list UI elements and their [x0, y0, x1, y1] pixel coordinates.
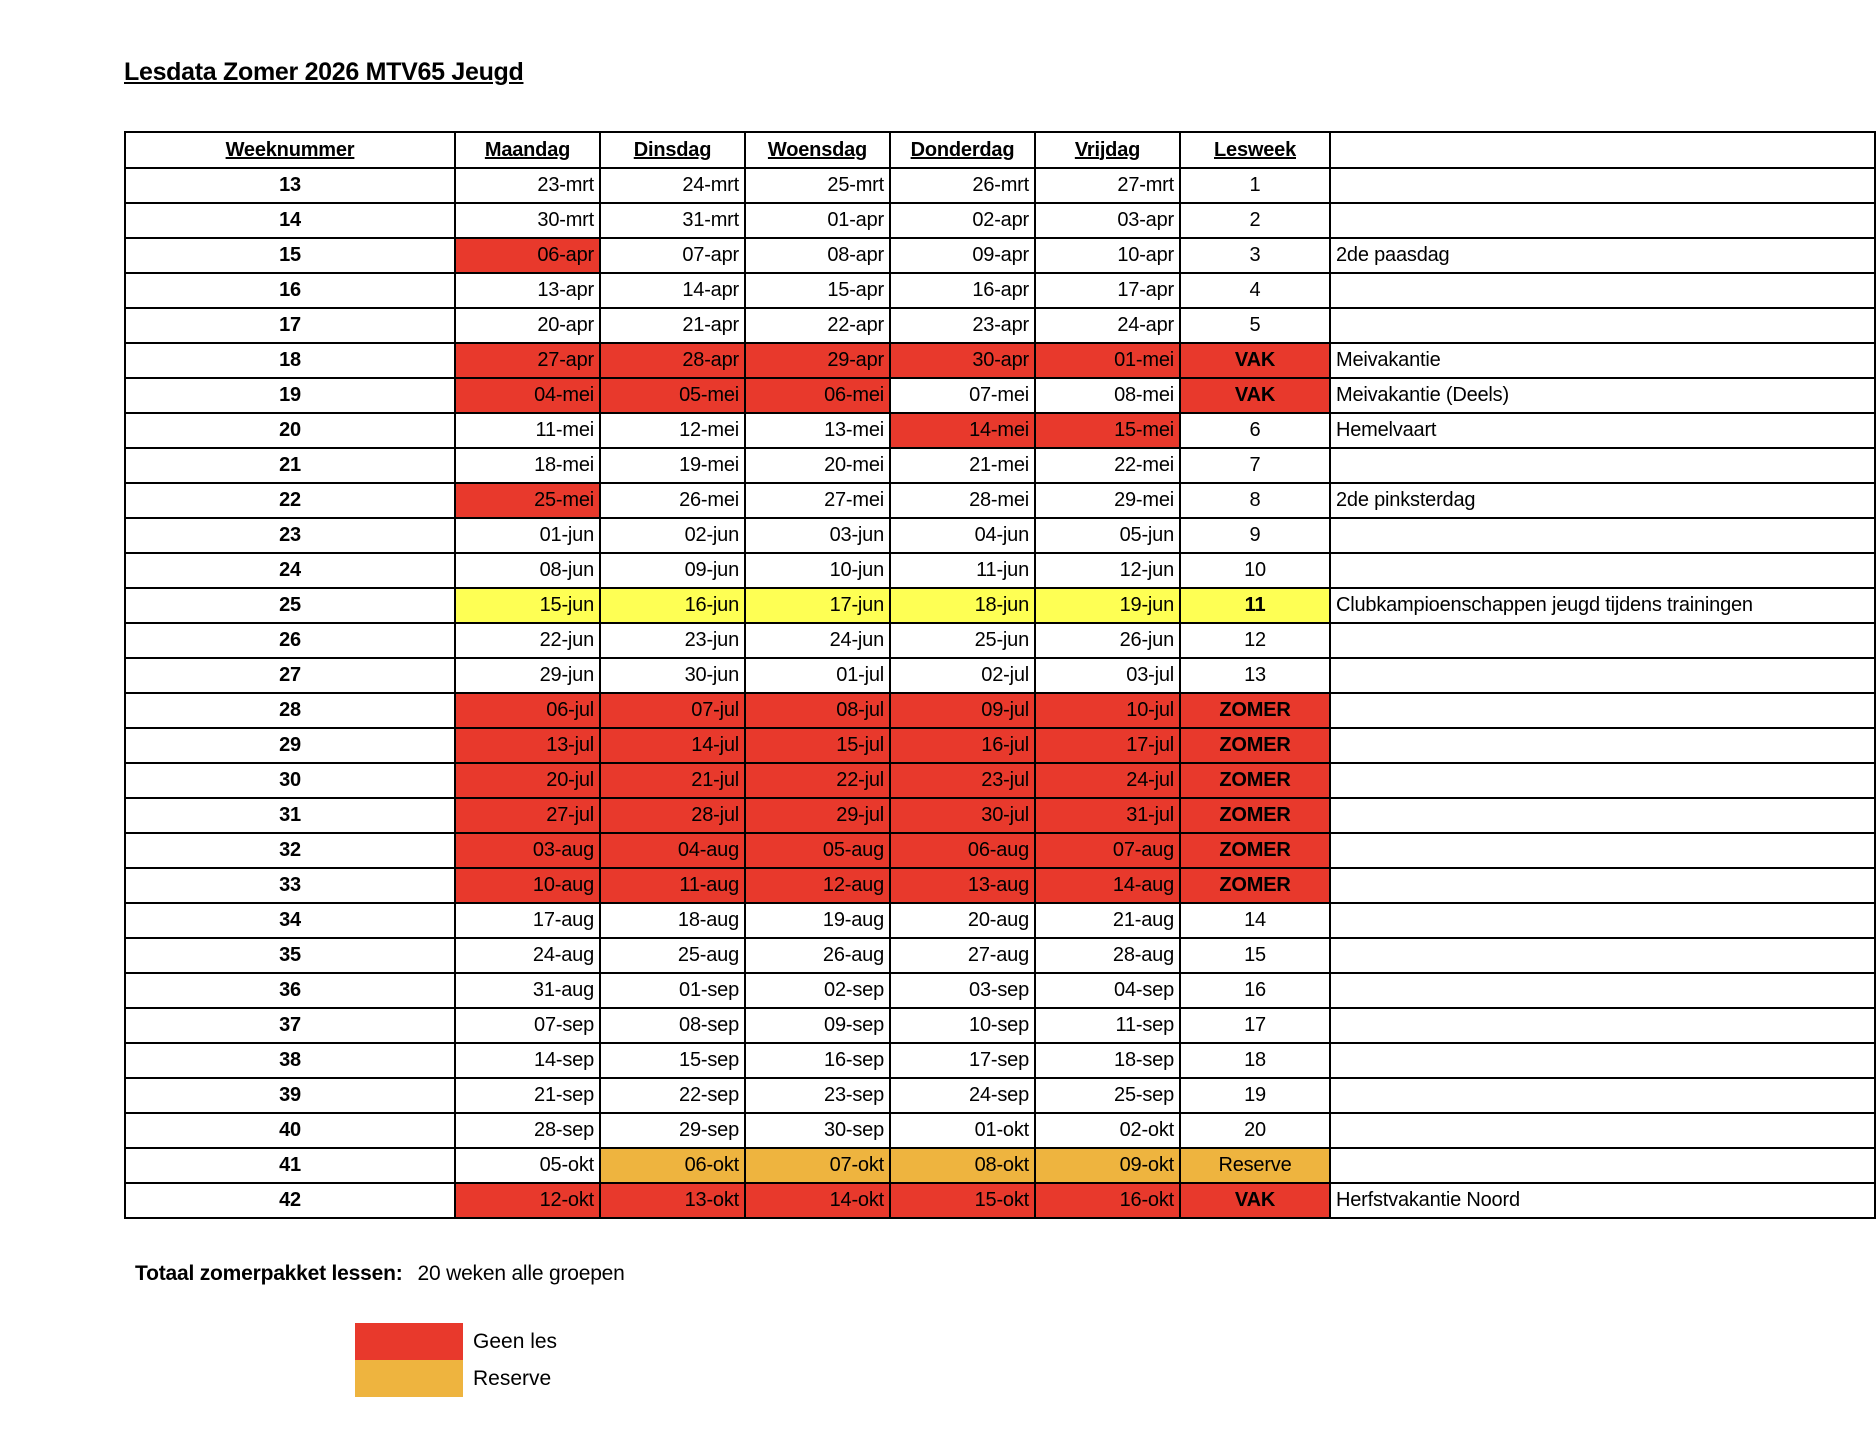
- date-cell: 22-sep: [600, 1078, 745, 1113]
- date-cell: 02-sep: [745, 973, 890, 1008]
- lesweek-cell: VAK: [1180, 343, 1330, 378]
- lesweek-cell: ZOMER: [1180, 798, 1330, 833]
- table-row-week-18: [125, 343, 1875, 378]
- row-note: [1330, 1008, 1875, 1043]
- date-cell: 13-aug: [890, 868, 1035, 903]
- column-header-maandag: [455, 132, 600, 168]
- lesweek-cell: 2: [1180, 203, 1330, 238]
- lesweek-cell: ZOMER: [1180, 868, 1330, 903]
- date-cell: 22-mei: [1035, 448, 1180, 483]
- table-row-week-14: [125, 203, 1875, 238]
- lesweek-cell: 10: [1180, 553, 1330, 588]
- row-note: 2de paasdag: [1330, 238, 1875, 273]
- column-header-woensdag: [745, 132, 890, 168]
- weeknummer-cell: 15: [125, 238, 455, 273]
- table-row-week-30: [125, 763, 1875, 798]
- date-cell: 07-mei: [890, 378, 1035, 413]
- date-cell: 05-aug: [745, 833, 890, 868]
- weeknummer-cell: 14: [125, 203, 455, 238]
- date-cell: 17-aug: [455, 903, 600, 938]
- weeknummer-cell: 36: [125, 973, 455, 1008]
- date-cell: 03-apr: [1035, 203, 1180, 238]
- date-cell: 09-jul: [890, 693, 1035, 728]
- date-cell: 30-jun: [600, 658, 745, 693]
- date-cell: 01-jun: [455, 518, 600, 553]
- table-row-week-19: [125, 378, 1875, 413]
- table-row-week-27: [125, 658, 1875, 693]
- weeknummer-cell: 34: [125, 903, 455, 938]
- date-cell: 05-okt: [455, 1148, 600, 1183]
- date-cell: 24-jun: [745, 623, 890, 658]
- table-row-week-41: [125, 1148, 1875, 1183]
- date-cell: 10-sep: [890, 1008, 1035, 1043]
- date-cell: 21-aug: [1035, 903, 1180, 938]
- table-row-week-16: [125, 273, 1875, 308]
- date-cell: 10-apr: [1035, 238, 1180, 273]
- table-row-week-21: [125, 448, 1875, 483]
- column-header-weeknummer: [125, 132, 455, 168]
- lesweek-cell: 3: [1180, 238, 1330, 273]
- date-cell: 13-okt: [600, 1183, 745, 1218]
- lesweek-cell: 4: [1180, 273, 1330, 308]
- date-cell: 25-aug: [600, 938, 745, 973]
- date-cell: 15-jul: [745, 728, 890, 763]
- date-cell: 18-aug: [600, 903, 745, 938]
- column-header-text: Maandag: [484, 138, 571, 161]
- date-cell: 27-jul: [455, 798, 600, 833]
- legend-item: [355, 1323, 557, 1360]
- lesweek-cell: 7: [1180, 448, 1330, 483]
- header-note-spacer: [1330, 132, 1875, 168]
- date-cell: 20-jul: [455, 763, 600, 798]
- date-cell: 26-jun: [1035, 623, 1180, 658]
- lesweek-cell: 18: [1180, 1043, 1330, 1078]
- date-cell: 29-sep: [600, 1113, 745, 1148]
- date-cell: 20-aug: [890, 903, 1035, 938]
- date-cell: 01-apr: [745, 203, 890, 238]
- weeknummer-cell: 18: [125, 343, 455, 378]
- row-note: [1330, 518, 1875, 553]
- date-cell: 31-jul: [1035, 798, 1180, 833]
- table-row-week-35: [125, 938, 1875, 973]
- date-cell: 15-jun: [455, 588, 600, 623]
- weeknummer-cell: 27: [125, 658, 455, 693]
- table-row-week-17: [125, 308, 1875, 343]
- column-header-donderdag: [890, 132, 1035, 168]
- date-cell: 15-apr: [745, 273, 890, 308]
- weeknummer-cell: 37: [125, 1008, 455, 1043]
- weeknummer-cell: 17: [125, 308, 455, 343]
- date-cell: 28-jul: [600, 798, 745, 833]
- date-cell: 09-okt: [1035, 1148, 1180, 1183]
- row-note: [1330, 693, 1875, 728]
- legend-label: Geen les: [473, 1329, 558, 1353]
- date-cell: 08-sep: [600, 1008, 745, 1043]
- date-cell: 15-mei: [1035, 413, 1180, 448]
- date-cell: 02-apr: [890, 203, 1035, 238]
- lesweek-cell: 20: [1180, 1113, 1330, 1148]
- weeknummer-cell: 23: [125, 518, 455, 553]
- weeknummer-cell: 40: [125, 1113, 455, 1148]
- lesweek-cell: 19: [1180, 1078, 1330, 1113]
- date-cell: 16-jun: [600, 588, 745, 623]
- date-cell: 16-sep: [745, 1043, 890, 1078]
- date-cell: 02-jun: [600, 518, 745, 553]
- lesweek-cell: 9: [1180, 518, 1330, 553]
- lesweek-cell: 13: [1180, 658, 1330, 693]
- weeknummer-cell: 21: [125, 448, 455, 483]
- row-note: [1330, 1148, 1875, 1183]
- date-cell: 08-okt: [890, 1148, 1035, 1183]
- row-note: [1330, 553, 1875, 588]
- date-cell: 09-jun: [600, 553, 745, 588]
- lesweek-cell: ZOMER: [1180, 728, 1330, 763]
- date-cell: 11-aug: [600, 868, 745, 903]
- weeknummer-cell: 13: [125, 168, 455, 203]
- date-cell: 12-mei: [600, 413, 745, 448]
- row-note: [1330, 798, 1875, 833]
- legend-item: [355, 1360, 557, 1397]
- table-row-week-15: [125, 238, 1875, 273]
- date-cell: 10-jun: [745, 553, 890, 588]
- date-cell: 26-mrt: [890, 168, 1035, 203]
- row-note: [1330, 728, 1875, 763]
- date-cell: 18-mei: [455, 448, 600, 483]
- legend-swatch-geen-les: [355, 1323, 463, 1360]
- date-cell: 19-jun: [1035, 588, 1180, 623]
- row-note: [1330, 203, 1875, 238]
- lesweek-cell: 16: [1180, 973, 1330, 1008]
- column-header-text: Donderdag: [910, 138, 1015, 161]
- date-cell: 25-mrt: [745, 168, 890, 203]
- table-row-week-13: [125, 168, 1875, 203]
- lesweek-cell: ZOMER: [1180, 763, 1330, 798]
- lesweek-cell: Reserve: [1180, 1148, 1330, 1183]
- weeknummer-cell: 33: [125, 868, 455, 903]
- date-cell: 04-aug: [600, 833, 745, 868]
- date-cell: 04-sep: [1035, 973, 1180, 1008]
- row-note: [1330, 973, 1875, 1008]
- weeknummer-cell: 39: [125, 1078, 455, 1113]
- date-cell: 13-mei: [745, 413, 890, 448]
- date-cell: 11-mei: [455, 413, 600, 448]
- date-cell: 23-jun: [600, 623, 745, 658]
- column-header-text: Dinsdag: [633, 138, 712, 161]
- date-cell: 08-jul: [745, 693, 890, 728]
- weeknummer-cell: 16: [125, 273, 455, 308]
- date-cell: 23-mrt: [455, 168, 600, 203]
- table-row-week-31: [125, 798, 1875, 833]
- date-cell: 29-jun: [455, 658, 600, 693]
- row-note: [1330, 448, 1875, 483]
- weeknummer-cell: 41: [125, 1148, 455, 1183]
- date-cell: 31-aug: [455, 973, 600, 1008]
- lesweek-cell: VAK: [1180, 378, 1330, 413]
- legend-label: Reserve: [473, 1366, 552, 1390]
- date-cell: 20-mei: [745, 448, 890, 483]
- date-cell: 12-okt: [455, 1183, 600, 1218]
- date-cell: 03-jul: [1035, 658, 1180, 693]
- date-cell: 27-mrt: [1035, 168, 1180, 203]
- date-cell: 22-jun: [455, 623, 600, 658]
- date-cell: 26-aug: [745, 938, 890, 973]
- date-cell: 24-mrt: [600, 168, 745, 203]
- lesweek-cell: 8: [1180, 483, 1330, 518]
- table-row-week-33: [125, 868, 1875, 903]
- date-cell: 01-jul: [745, 658, 890, 693]
- lesweek-cell: ZOMER: [1180, 693, 1330, 728]
- date-cell: 25-mei: [455, 483, 600, 518]
- column-header-text: Lesweek: [1214, 138, 1296, 161]
- date-cell: 06-apr: [455, 238, 600, 273]
- date-cell: 24-aug: [455, 938, 600, 973]
- date-cell: 22-jul: [745, 763, 890, 798]
- lesweek-cell: 14: [1180, 903, 1330, 938]
- column-header-text: Weeknummer: [225, 138, 355, 161]
- date-cell: 14-mei: [890, 413, 1035, 448]
- column-header-text: Woensdag: [767, 138, 868, 161]
- date-cell: 12-aug: [745, 868, 890, 903]
- date-cell: 27-mei: [745, 483, 890, 518]
- date-cell: 10-jul: [1035, 693, 1180, 728]
- date-cell: 17-jun: [745, 588, 890, 623]
- weeknummer-cell: 29: [125, 728, 455, 763]
- weeknummer-cell: 26: [125, 623, 455, 658]
- date-cell: 23-jul: [890, 763, 1035, 798]
- weeknummer-cell: 25: [125, 588, 455, 623]
- lesweek-cell: VAK: [1180, 1183, 1330, 1218]
- table-row-week-37: [125, 1008, 1875, 1043]
- date-cell: 16-okt: [1035, 1183, 1180, 1218]
- row-note: Meivakantie: [1330, 343, 1875, 378]
- date-cell: 17-sep: [890, 1043, 1035, 1078]
- page-title: Lesdata Zomer 2026 MTV65 Jeugd: [124, 58, 524, 86]
- lesson-schedule-table: [124, 131, 1876, 1219]
- date-cell: 11-jun: [890, 553, 1035, 588]
- date-cell: 19-mei: [600, 448, 745, 483]
- date-cell: 17-apr: [1035, 273, 1180, 308]
- date-cell: 01-mei: [1035, 343, 1180, 378]
- column-header-text: Vrijdag: [1074, 138, 1141, 161]
- row-note: [1330, 308, 1875, 343]
- lesweek-cell: 6: [1180, 413, 1330, 448]
- date-cell: 07-apr: [600, 238, 745, 273]
- date-cell: 24-apr: [1035, 308, 1180, 343]
- table-row-week-36: [125, 973, 1875, 1008]
- date-cell: 21-mei: [890, 448, 1035, 483]
- date-cell: 28-aug: [1035, 938, 1180, 973]
- date-cell: 06-jul: [455, 693, 600, 728]
- table-row-week-38: [125, 1043, 1875, 1078]
- header-row: [125, 132, 1875, 168]
- date-cell: 12-jun: [1035, 553, 1180, 588]
- lesweek-cell: 12: [1180, 623, 1330, 658]
- date-cell: 29-apr: [745, 343, 890, 378]
- row-note: [1330, 938, 1875, 973]
- table-row-week-20: [125, 413, 1875, 448]
- date-cell: 19-aug: [745, 903, 890, 938]
- date-cell: 13-apr: [455, 273, 600, 308]
- lesweek-cell: 17: [1180, 1008, 1330, 1043]
- date-cell: 07-okt: [745, 1148, 890, 1183]
- row-note: Meivakantie (Deels): [1330, 378, 1875, 413]
- weeknummer-cell: 22: [125, 483, 455, 518]
- table-row-week-40: [125, 1113, 1875, 1148]
- row-note: [1330, 763, 1875, 798]
- weeknummer-cell: 20: [125, 413, 455, 448]
- date-cell: 24-sep: [890, 1078, 1035, 1113]
- date-cell: 16-jul: [890, 728, 1035, 763]
- date-cell: 06-aug: [890, 833, 1035, 868]
- date-cell: 14-aug: [1035, 868, 1180, 903]
- row-note: 2de pinksterdag: [1330, 483, 1875, 518]
- date-cell: 03-aug: [455, 833, 600, 868]
- lesweek-cell: 11: [1180, 588, 1330, 623]
- row-note: [1330, 833, 1875, 868]
- table-row-week-28: [125, 693, 1875, 728]
- date-cell: 25-jun: [890, 623, 1035, 658]
- row-note: Hemelvaart: [1330, 413, 1875, 448]
- date-cell: 07-sep: [455, 1008, 600, 1043]
- table-row-week-29: [125, 728, 1875, 763]
- date-cell: 31-mrt: [600, 203, 745, 238]
- date-cell: 22-apr: [745, 308, 890, 343]
- date-cell: 08-apr: [745, 238, 890, 273]
- date-cell: 10-aug: [455, 868, 600, 903]
- table-row-week-25: [125, 588, 1875, 623]
- date-cell: 01-okt: [890, 1113, 1035, 1148]
- date-cell: 15-okt: [890, 1183, 1035, 1218]
- date-cell: 09-sep: [745, 1008, 890, 1043]
- total-summary: [135, 1262, 625, 1286]
- legend: [355, 1323, 557, 1397]
- date-cell: 21-jul: [600, 763, 745, 798]
- column-header-lesweek: [1180, 132, 1330, 168]
- date-cell: 30-jul: [890, 798, 1035, 833]
- column-header-dinsdag: [600, 132, 745, 168]
- date-cell: 27-apr: [455, 343, 600, 378]
- date-cell: 20-apr: [455, 308, 600, 343]
- date-cell: 27-aug: [890, 938, 1035, 973]
- date-cell: 16-apr: [890, 273, 1035, 308]
- table-row-week-26: [125, 623, 1875, 658]
- table-row-week-32: [125, 833, 1875, 868]
- date-cell: 14-okt: [745, 1183, 890, 1218]
- date-cell: 18-jun: [890, 588, 1035, 623]
- date-cell: 14-sep: [455, 1043, 600, 1078]
- date-cell: 11-sep: [1035, 1008, 1180, 1043]
- date-cell: 07-aug: [1035, 833, 1180, 868]
- date-cell: 09-apr: [890, 238, 1035, 273]
- date-cell: 01-sep: [600, 973, 745, 1008]
- date-cell: 08-jun: [455, 553, 600, 588]
- legend-swatch-reserve: [355, 1360, 463, 1397]
- row-note: [1330, 903, 1875, 938]
- lesweek-cell: 15: [1180, 938, 1330, 973]
- table-row-week-34: [125, 903, 1875, 938]
- date-cell: 06-mei: [745, 378, 890, 413]
- date-cell: 28-mei: [890, 483, 1035, 518]
- date-cell: 14-apr: [600, 273, 745, 308]
- date-cell: 28-apr: [600, 343, 745, 378]
- row-note: [1330, 623, 1875, 658]
- date-cell: 17-jul: [1035, 728, 1180, 763]
- date-cell: 04-jun: [890, 518, 1035, 553]
- date-cell: 30-apr: [890, 343, 1035, 378]
- date-cell: 14-jul: [600, 728, 745, 763]
- date-cell: 13-jul: [455, 728, 600, 763]
- date-cell: 06-okt: [600, 1148, 745, 1183]
- date-cell: 28-sep: [455, 1113, 600, 1148]
- table-row-week-22: [125, 483, 1875, 518]
- date-cell: 24-jul: [1035, 763, 1180, 798]
- date-cell: 30-mrt: [455, 203, 600, 238]
- date-cell: 07-jul: [600, 693, 745, 728]
- column-header-vrijdag: [1035, 132, 1180, 168]
- date-cell: 21-apr: [600, 308, 745, 343]
- date-cell: 08-mei: [1035, 378, 1180, 413]
- row-note: [1330, 1078, 1875, 1113]
- date-cell: 05-mei: [600, 378, 745, 413]
- date-cell: 03-jun: [745, 518, 890, 553]
- weeknummer-cell: 35: [125, 938, 455, 973]
- lesweek-cell: 5: [1180, 308, 1330, 343]
- total-label: Totaal zomerpakket lessen:: [135, 1262, 403, 1285]
- weeknummer-cell: 31: [125, 798, 455, 833]
- date-cell: 18-sep: [1035, 1043, 1180, 1078]
- total-value: 20 weken alle groepen: [417, 1262, 625, 1285]
- table-row-week-39: [125, 1078, 1875, 1113]
- date-cell: 02-okt: [1035, 1113, 1180, 1148]
- row-note: [1330, 1113, 1875, 1148]
- weeknummer-cell: 19: [125, 378, 455, 413]
- date-cell: 30-sep: [745, 1113, 890, 1148]
- row-note: Herfstvakantie Noord: [1330, 1183, 1875, 1218]
- date-cell: 21-sep: [455, 1078, 600, 1113]
- date-cell: 15-sep: [600, 1043, 745, 1078]
- date-cell: 03-sep: [890, 973, 1035, 1008]
- date-cell: 02-jul: [890, 658, 1035, 693]
- weeknummer-cell: 24: [125, 553, 455, 588]
- date-cell: 29-mei: [1035, 483, 1180, 518]
- weeknummer-cell: 30: [125, 763, 455, 798]
- row-note: [1330, 273, 1875, 308]
- table-row-week-42: [125, 1183, 1875, 1218]
- date-cell: 04-mei: [455, 378, 600, 413]
- table-row-week-24: [125, 553, 1875, 588]
- lesweek-cell: ZOMER: [1180, 833, 1330, 868]
- row-note: [1330, 868, 1875, 903]
- row-note: Clubkampioenschappen jeugd tijdens trainingen: [1330, 588, 1875, 623]
- weeknummer-cell: 42: [125, 1183, 455, 1218]
- date-cell: 23-sep: [745, 1078, 890, 1113]
- row-note: [1330, 168, 1875, 203]
- date-cell: 25-sep: [1035, 1078, 1180, 1113]
- table-row-week-23: [125, 518, 1875, 553]
- row-note: [1330, 658, 1875, 693]
- date-cell: 26-mei: [600, 483, 745, 518]
- date-cell: 23-apr: [890, 308, 1035, 343]
- lesweek-cell: 1: [1180, 168, 1330, 203]
- date-cell: 29-jul: [745, 798, 890, 833]
- row-note: [1330, 1043, 1875, 1078]
- weeknummer-cell: 38: [125, 1043, 455, 1078]
- weeknummer-cell: 32: [125, 833, 455, 868]
- date-cell: 05-jun: [1035, 518, 1180, 553]
- weeknummer-cell: 28: [125, 693, 455, 728]
